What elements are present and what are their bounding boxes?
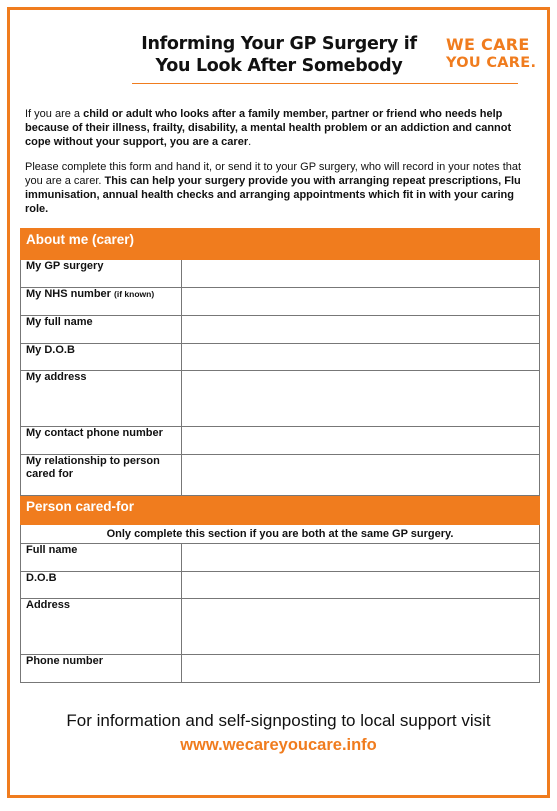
form-row bbox=[21, 455, 540, 496]
intro-paragraph-2 bbox=[25, 160, 539, 216]
footer-link[interactable]: www.wecareyoucare.info bbox=[180, 736, 377, 754]
nhs-number-note: (if known) bbox=[114, 289, 155, 299]
form-row bbox=[21, 599, 540, 655]
intro-p1-text-a: If you are a bbox=[25, 108, 84, 120]
gp-surgery-label: My GP surgery bbox=[21, 260, 182, 288]
cared-dob-field[interactable] bbox=[182, 572, 540, 599]
full-name-field[interactable] bbox=[182, 316, 540, 344]
nhs-number-field[interactable] bbox=[182, 288, 540, 316]
cared-full-name-label: Full name bbox=[21, 544, 182, 572]
logo-line-2: YOU CARE. bbox=[446, 55, 537, 71]
cared-for-note: Only complete this section if you are both at the same GP surgery. bbox=[21, 525, 540, 544]
logo bbox=[446, 36, 536, 72]
cared-phone-field[interactable] bbox=[182, 655, 540, 683]
form-row bbox=[21, 288, 540, 316]
form-row bbox=[21, 655, 540, 683]
relationship-label: My relationship to person cared for bbox=[21, 455, 182, 496]
person-cared-for-heading: Person cared-for bbox=[21, 496, 540, 525]
form-row bbox=[21, 260, 540, 288]
about-me-heading: About me (carer) bbox=[21, 229, 540, 260]
gp-surgery-field[interactable] bbox=[182, 260, 540, 288]
dob-field[interactable] bbox=[182, 344, 540, 371]
title-line-1: Informing Your GP Surgery if bbox=[141, 34, 417, 54]
form-row bbox=[21, 572, 540, 599]
header-divider bbox=[132, 83, 518, 84]
contact-phone-field[interactable] bbox=[182, 427, 540, 455]
about-me-table bbox=[20, 228, 540, 683]
dob-label: My D.O.B bbox=[21, 344, 182, 371]
intro-p2-text-a: Please complete this form and hand it, or send it to your GP surgery, who will record in your notes that you are a carer. bbox=[25, 161, 522, 187]
intro-p2-text-b: This can help your surgery provide you with arranging repeat prescriptions, Flu immunisation, annual health checks and arranging appointments which fit in with your caring role. bbox=[25, 175, 521, 215]
full-name-label: My full name bbox=[21, 316, 182, 344]
address-field[interactable] bbox=[182, 371, 540, 427]
form-row bbox=[21, 371, 540, 427]
form-row bbox=[21, 427, 540, 455]
intro-p1-text-b: child or adult who looks after a family member, partner or friend who needs help because of their illness, frailty, disability, a mental health problem or an addiction and cannot cope without your support, you are a carer bbox=[25, 108, 512, 148]
form-row bbox=[21, 316, 540, 344]
relationship-field[interactable] bbox=[182, 455, 540, 496]
logo-line-1: WE CARE bbox=[446, 35, 530, 54]
intro-paragraph-1 bbox=[25, 107, 539, 149]
cared-full-name-field[interactable] bbox=[182, 544, 540, 572]
form-row bbox=[21, 544, 540, 572]
cared-address-label: Address bbox=[21, 599, 182, 655]
intro-p1-text-c: . bbox=[248, 136, 252, 148]
form-row bbox=[21, 344, 540, 371]
cared-address-field[interactable] bbox=[182, 599, 540, 655]
page-title bbox=[120, 33, 438, 77]
title-line-2: You Look After Somebody bbox=[155, 56, 403, 76]
address-label: My address bbox=[21, 371, 182, 427]
nhs-number-label bbox=[21, 288, 182, 316]
cared-phone-label: Phone number bbox=[21, 655, 182, 683]
nhs-number-label-text: My NHS number bbox=[26, 288, 111, 300]
footer-text: For information and self-signposting to local support visit bbox=[66, 711, 491, 730]
contact-phone-label: My contact phone number bbox=[21, 427, 182, 455]
cared-dob-label: D.O.B bbox=[21, 572, 182, 599]
